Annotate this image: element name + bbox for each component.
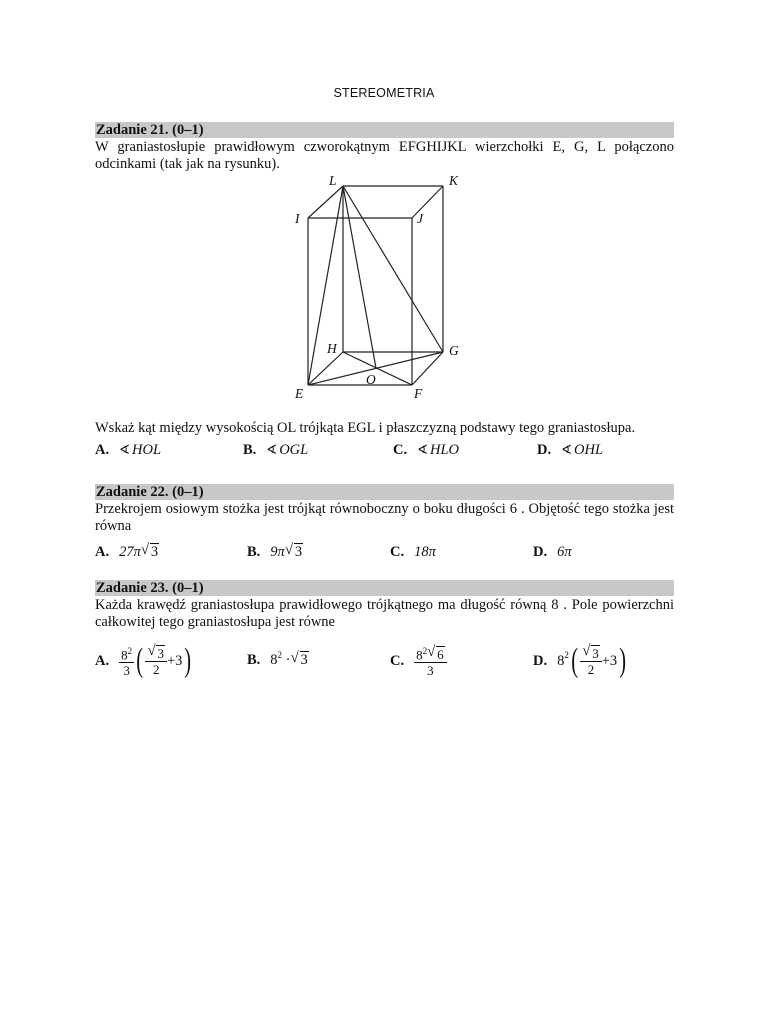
answer-letter: C. <box>393 442 408 458</box>
vertex-label-F: F <box>414 386 423 401</box>
answer-letter: A. <box>95 442 110 458</box>
answer-value: OGL <box>279 442 309 458</box>
answer-letter: B. <box>247 544 261 560</box>
right-paren: ) <box>619 642 627 679</box>
base: 8 <box>416 647 423 663</box>
exponent: 2 <box>564 650 569 660</box>
sqrt-symbol <box>427 647 445 662</box>
answer-value: HLO <box>430 442 460 458</box>
base: 8 <box>121 647 128 663</box>
answer-coefficient: 9π <box>270 544 285 560</box>
sqrt-symbol <box>291 652 309 669</box>
answer-letter: B. <box>243 442 257 458</box>
exponent: 2 <box>127 645 133 656</box>
sqrt-symbol <box>285 544 303 561</box>
task-23-header: Zadanie 23. (0–1) <box>95 580 674 596</box>
task-23-text: Każda krawędź graniastosłupa prawidłowego trójkątnego ma długość równą 8 . Pole powierzchni całkowitej tego graniastosłupa jest równe <box>95 597 674 630</box>
answer-option[interactable] <box>533 544 572 561</box>
vertex-label-K: K <box>449 173 459 188</box>
radicand: 3 <box>157 645 164 661</box>
answer-value: 18π <box>414 544 436 560</box>
answer-letter: C. <box>390 652 405 669</box>
answer-option[interactable] <box>393 442 459 459</box>
answer-letter: A. <box>95 652 110 669</box>
angle-symbol: ∢ <box>561 442 573 457</box>
left-paren: ( <box>571 642 578 679</box>
denominator: 2 <box>587 661 595 677</box>
radicand: 3 <box>300 651 308 668</box>
sqrt-symbol <box>141 544 159 561</box>
answer-option[interactable] <box>533 638 628 684</box>
answer-letter: C. <box>390 544 405 560</box>
radicand: 3 <box>150 544 159 560</box>
denominator: 3 <box>427 663 434 679</box>
page-title: STEREOMETRIA <box>333 86 435 100</box>
answer-letter: D. <box>533 544 548 560</box>
answer-letter: B. <box>247 651 261 668</box>
answer-letter: D. <box>537 442 552 458</box>
answer-letter: D. <box>533 652 548 669</box>
vertex-label-L: L <box>329 173 337 188</box>
plus-term: +3 <box>166 652 183 669</box>
exponent: 2 <box>277 650 283 660</box>
answer-option[interactable] <box>390 544 436 561</box>
vertex-label-G: G <box>449 343 459 358</box>
vertex-label-E: E <box>295 386 304 401</box>
radicand: 3 <box>294 544 303 560</box>
sqrt-symbol <box>147 646 165 661</box>
answer-coefficient: 27π <box>119 544 141 560</box>
denominator: 2 <box>152 661 160 677</box>
task-23-answers <box>95 638 674 684</box>
answer-option[interactable] <box>95 544 159 561</box>
answer-option[interactable] <box>390 638 447 684</box>
fraction <box>145 646 167 677</box>
answer-option[interactable] <box>247 544 303 561</box>
fraction <box>414 644 447 678</box>
vertex-label-O: O <box>366 372 376 387</box>
vertex-label-J: J <box>417 211 423 226</box>
fraction <box>119 644 134 678</box>
task-21-header: Zadanie 21. (0–1) <box>95 122 674 138</box>
answer-value: OHL <box>574 442 604 458</box>
answer-value: HOL <box>132 442 162 458</box>
task-22-answers <box>95 544 674 564</box>
task-21-text: W graniastosłupie prawidłowym czworokątnym EFGHIJKL wierzchołki E, G, L połączono odcinkami (tak jak na rysunku). <box>95 139 674 172</box>
right-paren: ) <box>184 642 192 679</box>
base: 8 <box>270 651 278 668</box>
answer-option[interactable] <box>537 442 603 459</box>
vertex-label-H: H <box>327 341 337 356</box>
task-22-text: Przekrojem osiowym stożka jest trójkąt równoboczny o boku długości 6 . Objętość tego stożka jest równa <box>95 501 674 534</box>
plus-term: +3 <box>601 652 618 669</box>
answer-option[interactable] <box>247 650 309 669</box>
task-21-question: Wskaż kąt między wysokością OL trójkąta EGL i płaszczyzną podstawy tego graniastosłupa. <box>95 420 636 436</box>
left-paren: ( <box>136 642 144 679</box>
answer-option[interactable] <box>95 442 161 459</box>
sqrt-symbol <box>582 646 600 661</box>
radicand: 6 <box>437 647 444 663</box>
angle-symbol: ∢ <box>417 442 429 457</box>
task-22-header: Zadanie 22. (0–1) <box>95 484 674 500</box>
answer-letter: A. <box>95 544 110 560</box>
exponent: 2 <box>422 645 428 656</box>
answer-option[interactable] <box>95 638 194 684</box>
answer-value: 6π <box>557 544 572 560</box>
angle-symbol: ∢ <box>266 442 278 457</box>
denominator: 3 <box>123 663 130 679</box>
vertex-label-I: I <box>295 211 300 226</box>
radicand: 3 <box>592 645 599 661</box>
multiply-dot: · <box>285 651 291 668</box>
angle-symbol: ∢ <box>119 442 131 457</box>
answer-option[interactable] <box>243 442 308 459</box>
task-21-answers <box>95 442 674 462</box>
fraction <box>580 646 602 677</box>
base: 8 <box>557 652 565 669</box>
